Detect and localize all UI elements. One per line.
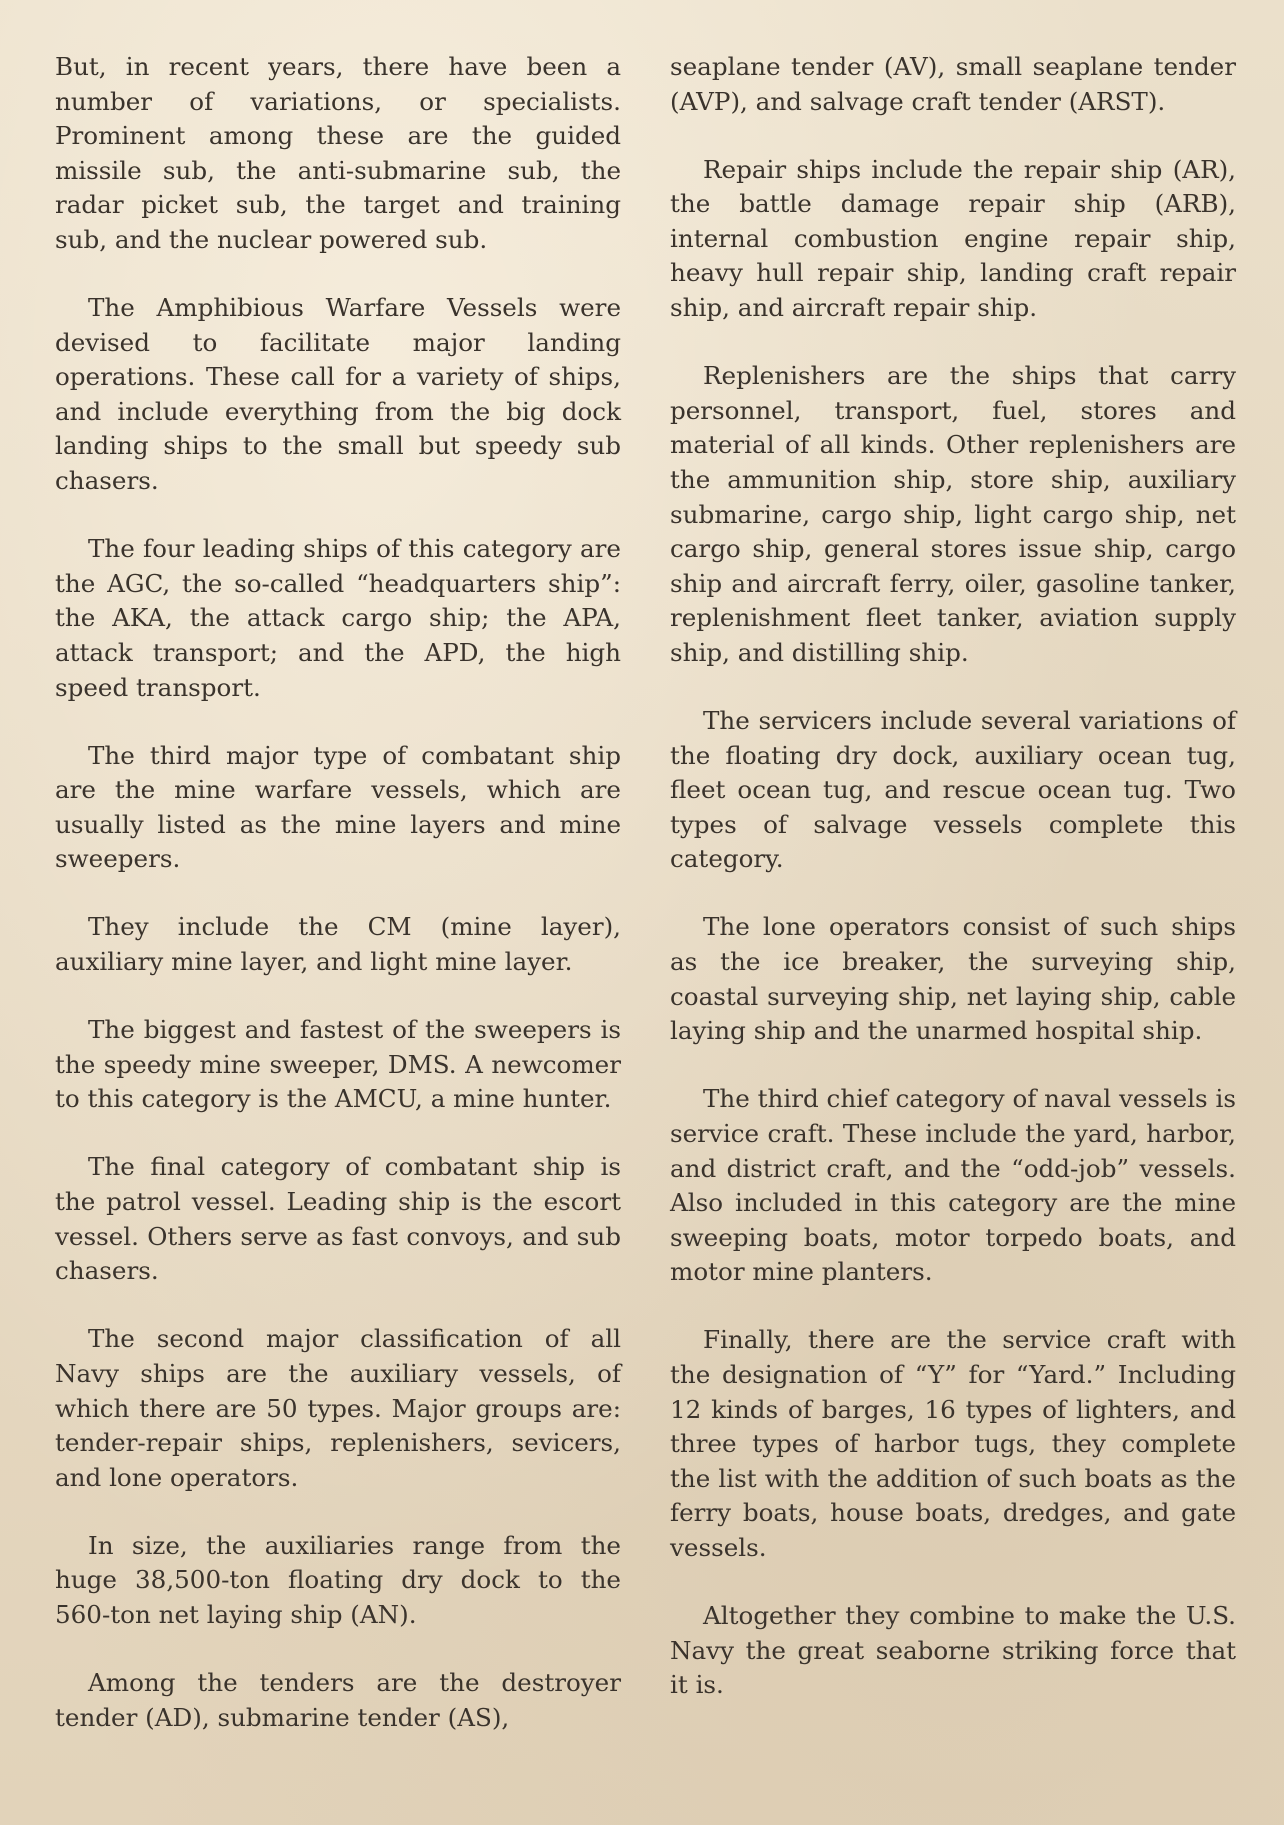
paragraph: The final category of combatant ship is the patrol vessel. Leading ship is the escort vessel. Others serve as fast convoys, and sub chasers. bbox=[55, 1152, 621, 1286]
paragraph: The second major classification of all Navy ships are the auxiliary vessels, of which there are 50 types. Major groups are: tender-repair ships, replenishers, sevicers, and lone operators. bbox=[55, 1324, 621, 1492]
paragraph: They include the CM (mine layer), auxiliary mine layer, and light mine layer. bbox=[55, 912, 621, 977]
paragraph: The third major type of combatant ship are the mine warfare vessels, which are usually listed as the mine layers and mine sweepers. bbox=[55, 740, 621, 874]
paragraph: Repair ships include the repair ship (AR), the battle damage repair ship (ARB), internal combustion engine repair ship, heavy hull repair ship, landing craft repair ship, and aircraft repair ship. bbox=[670, 154, 1236, 323]
paragraph: The servicers include several variations of the floating dry dock, auxiliary ocean tug, fleet ocean tug, and rescue ocean tug. Two types of salvage vessels complete this category. bbox=[670, 706, 1236, 874]
paragraph: Finally, there are the service craft with the designation of “Y” for “Yard.” Including 12 kinds of barges, 16 types of lighters, and three types of harbor tugs, they complete the list with the addition of such boats as the ferry boats, house boats, dredges, and gate vessels. bbox=[670, 1325, 1236, 1562]
paragraph: The biggest and fastest of the sweepers is the speedy mine sweeper, DMS. A newcomer to this category is the AMCU, a mine hunter. bbox=[55, 1015, 621, 1114]
paragraph: In size, the auxiliaries range from the huge 38,500-ton floating dry dock to the 560-ton net laying ship (AN). bbox=[55, 1530, 621, 1629]
paragraph: The four leading ships of this category are the AGC, the so-called “headquarters ship”: the AKA, the attack cargo ship; the APA, attack transport; and the APD, the high speed transport. bbox=[55, 534, 621, 702]
paragraph: The Amphibious Warfare Vessels were devised to facilitate major landing operations. These call for a variety of ships, and include everything from the big dock landing ships to the small but speedy sub chasers. bbox=[55, 293, 621, 496]
left-column bbox=[55, 50, 621, 1769]
paragraph: The third chief category of naval vessels is service craft. These include the yard, harbor, and district craft, and the “odd-job” vessels. Also included in this category are the mine sweeping boats, motor torpedo boats, and motor mine planters. bbox=[670, 1084, 1236, 1287]
paragraph: Among the tenders are the destroyer tender (AD), submarine tender (AS), bbox=[55, 1668, 621, 1732]
paragraph: The lone operators consist of such ships as the ice breaker, the surveying ship, coastal surveying ship, net laying ship, cable laying ship and the unarmed hospital ship. bbox=[670, 912, 1236, 1046]
paragraph: Altogether they combine to make the U.S. Navy the great seaborne striking force that it is. bbox=[670, 1601, 1236, 1700]
paragraph: seaplane tender (AV), small seaplane tender (AVP), and salvage craft tender (ARST). bbox=[670, 52, 1236, 116]
paragraph: Replenishers are the ships that carry personnel, transport, fuel, stores and material of all kinds. Other replenishers are the ammunition ship, store ship, auxiliary submarine, cargo ship, light cargo ship, net cargo ship, general stores issue ship, cargo ship and aircraft ferry, oiler, gasoline tanker, replenishment fleet tanker, aviation supply ship, and distilling ship. bbox=[670, 361, 1236, 667]
right-column bbox=[670, 50, 1236, 1736]
paragraph: But, in recent years, there have been a number of variations, or specialists. Prominent among these are the guided missile sub, the anti-submarine sub, the radar picket sub, the target and training sub, and the nuclear powered sub. bbox=[55, 52, 621, 254]
